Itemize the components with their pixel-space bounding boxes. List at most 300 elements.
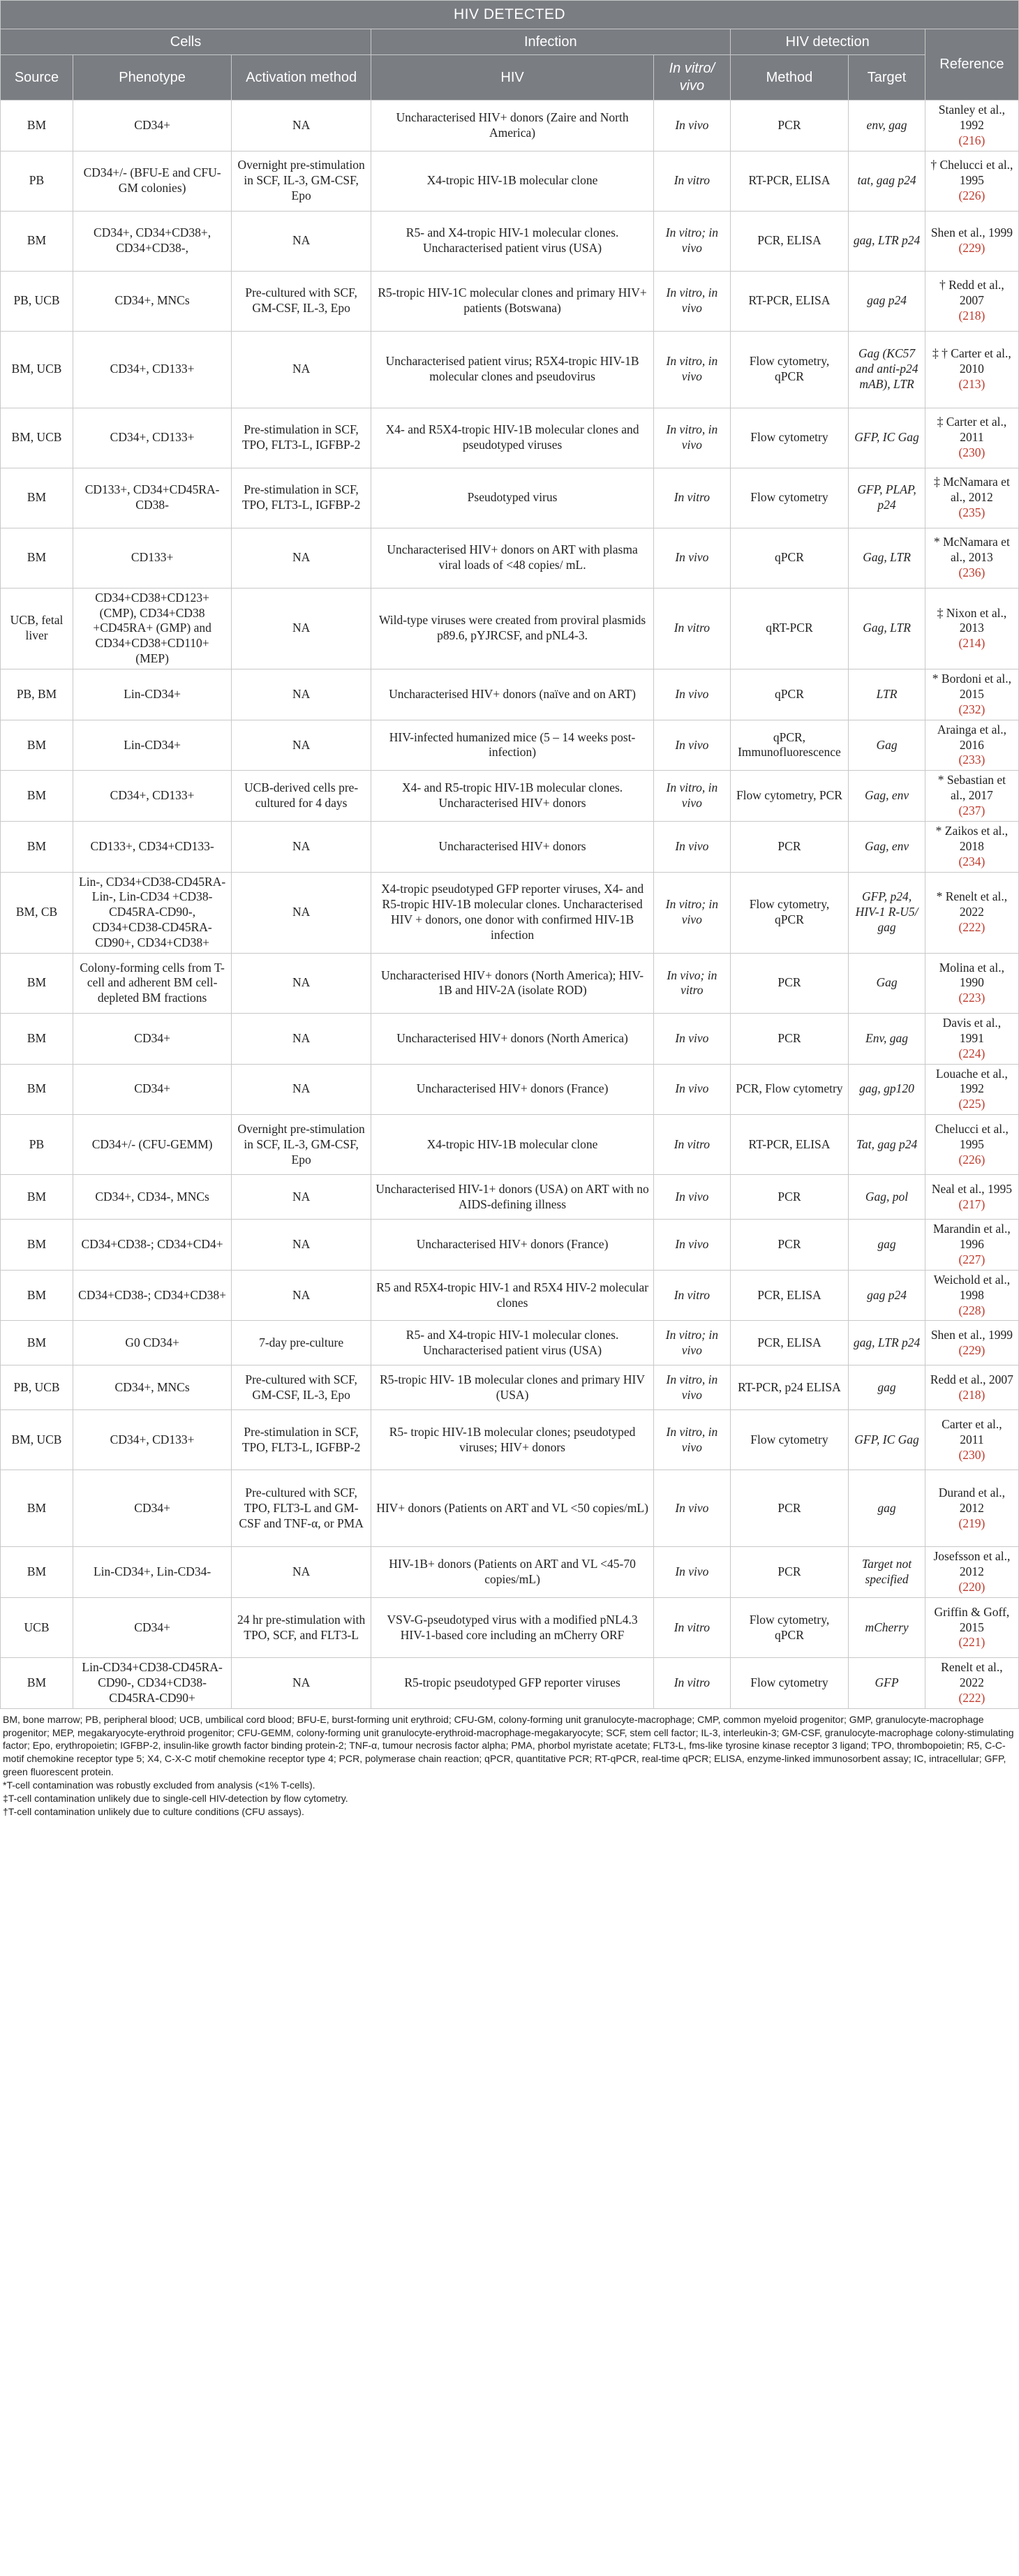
cell-target: Gag (849, 953, 925, 1013)
cell-hiv: Uncharacterised HIV+ donors (naïve and on ART) (371, 669, 654, 720)
reference-text: ‡ † Carter et al., 2010 (932, 346, 1011, 376)
col-header-target: Target (849, 55, 925, 101)
cell-in-vitro-vivo: In vitro (654, 1658, 730, 1709)
footnotes (0, 1709, 1019, 1819)
table-row (1, 1064, 1019, 1115)
reference-citation-link[interactable]: (218) (958, 309, 985, 323)
cell-reference (925, 1115, 1018, 1175)
col-header-method: Method (730, 55, 849, 101)
cell-hiv: Uncharacterised HIV+ donors (371, 821, 654, 872)
cell-method: Flow cytometry, qPCR (730, 872, 849, 953)
cell-phenotype: CD34+, MNCs (73, 271, 232, 331)
cell-target: Gag (KC57 and anti-p24 mAB), LTR (849, 331, 925, 408)
cell-in-vitro-vivo: In vitro, in vivo (654, 331, 730, 408)
cell-source: PB, BM (1, 669, 73, 720)
cell-hiv: X4- and R5-tropic HIV-1B molecular clones. Uncharacterised HIV+ donors (371, 771, 654, 822)
cell-in-vitro-vivo: In vitro; in vivo (654, 872, 730, 953)
cell-in-vitro-vivo: In vitro, in vivo (654, 1410, 730, 1470)
cell-reference (925, 821, 1018, 872)
cell-hiv: X4- and R5X4-tropic HIV-1B molecular clones and pseudotyped viruses (371, 408, 654, 468)
cell-phenotype: G0 CD34+ (73, 1321, 232, 1365)
cell-in-vitro-vivo: In vitro (654, 1115, 730, 1175)
cell-activation-method: NA (232, 1220, 371, 1271)
cell-activation-method: NA (232, 1064, 371, 1115)
cell-source: BM (1, 720, 73, 771)
cell-target: env, gag (849, 101, 925, 151)
cell-target: Tat, gag p24 (849, 1115, 925, 1175)
cell-reference (925, 528, 1018, 588)
cell-method: PCR (730, 1547, 849, 1598)
table-row (1, 1013, 1019, 1064)
cell-source: BM (1, 1270, 73, 1321)
cell-method: qPCR (730, 669, 849, 720)
reference-text: * Zaikos et al., 2018 (935, 823, 1009, 853)
cell-hiv: R5- and X4-tropic HIV-1 molecular clones. Uncharacterised patient virus (USA) (371, 211, 654, 271)
cell-phenotype: CD34+ (73, 1013, 232, 1064)
cell-activation-method: NA (232, 821, 371, 872)
cell-in-vitro-vivo: In vivo (654, 821, 730, 872)
cell-source: BM (1, 528, 73, 588)
cell-reference (925, 408, 1018, 468)
cell-target: GFP, p24, HIV-1 R-U5/ gag (849, 872, 925, 953)
reference-text: Neal et al., 1995 (931, 1181, 1012, 1196)
cell-phenotype: CD133+ (73, 528, 232, 588)
table-row (1, 1410, 1019, 1470)
reference-text: Molina et al., 1990 (939, 960, 1005, 990)
cell-source: BM (1, 211, 73, 271)
cell-phenotype: CD34+CD38-; CD34+CD38+ (73, 1270, 232, 1321)
reference-text: Chelucci et al., 1995 (935, 1121, 1009, 1151)
cell-activation-method: NA (232, 1013, 371, 1064)
cell-reference (925, 1658, 1018, 1709)
cell-hiv: Uncharacterised patient virus; R5X4-tropic HIV-1B molecular clones and pseudovirus (371, 331, 654, 408)
cell-hiv: HIV-infected humanized mice (5 – 14 weeks post-infection) (371, 720, 654, 771)
reference-text: Josefsson et al., 2012 (933, 1549, 1011, 1579)
reference-text: Shen et al., 1999 (930, 225, 1013, 240)
reference-citation-link[interactable]: (233) (958, 753, 985, 767)
cell-method: PCR (730, 1470, 849, 1547)
cell-source: PB (1, 151, 73, 211)
table-row (1, 953, 1019, 1013)
table-row (1, 588, 1019, 669)
reference-citation-link[interactable]: (219) (958, 1516, 985, 1530)
cell-phenotype: CD34+/- (BFU-E and CFU-GM colonies) (73, 151, 232, 211)
cell-in-vitro-vivo: In vitro, in vivo (654, 271, 730, 331)
cell-activation-method: Pre-cultured with SCF, TPO, FLT3-L and GM-CSF and TNF-α, or PMA (232, 1470, 371, 1547)
cell-hiv: R5-tropic HIV- 1B molecular clones and primary HIV (USA) (371, 1365, 654, 1410)
cell-hiv: Uncharacterised HIV+ donors (North America) (371, 1013, 654, 1064)
reference-text: Carter et al., 2011 (942, 1417, 1002, 1446)
cell-source: PB (1, 1115, 73, 1175)
cell-phenotype: Lin-, CD34+CD38-CD45RA-Lin-, Lin-CD34 +CD38-CD45RA-CD90-, CD34+CD38-CD45RA-CD90+, CD34+CD38+ (73, 872, 232, 953)
cell-method: PCR, ELISA (730, 1270, 849, 1321)
reference-citation-link[interactable]: (226) (958, 1152, 985, 1167)
cell-target: Env, gag (849, 1013, 925, 1064)
reference-citation-link[interactable]: (227) (958, 1252, 985, 1266)
cell-method: RT-PCR, ELISA (730, 271, 849, 331)
cell-reference (925, 1270, 1018, 1321)
cell-phenotype: Lin-CD34+, Lin-CD34- (73, 1547, 232, 1598)
cell-activation-method: NA (232, 1547, 371, 1598)
cell-method: PCR (730, 1175, 849, 1220)
cell-method: PCR (730, 1220, 849, 1271)
cell-in-vitro-vivo: In vivo; in vitro (654, 953, 730, 1013)
cell-hiv: X4-tropic HIV-1B molecular clone (371, 151, 654, 211)
footnote-asterisk: *T-cell contamination was robustly excluded from analysis (<1% T-cells). (3, 1779, 315, 1791)
reference-citation-link[interactable]: (217) (958, 1197, 985, 1211)
reference-citation-link[interactable]: (225) (958, 1097, 985, 1111)
cell-activation-method: Pre-cultured with SCF, GM-CSF, IL-3, Epo (232, 1365, 371, 1410)
cell-reference (925, 1547, 1018, 1598)
cell-hiv: Uncharacterised HIV-1+ donors (USA) on ART with no AIDS-defining illness (371, 1175, 654, 1220)
reference-citation-link[interactable]: (230) (958, 1447, 985, 1462)
table-title: HIV DETECTED (1, 1, 1019, 29)
cell-target: Gag, LTR (849, 528, 925, 588)
reference-citation-link[interactable]: (220) (958, 1580, 985, 1594)
reference-citation-link[interactable]: (235) (958, 505, 985, 520)
col-header-source: Source (1, 55, 73, 101)
col-header-in-vitro-vivo: In vitro/ vivo (654, 55, 730, 101)
cell-in-vitro-vivo: In vitro (654, 1598, 730, 1658)
table-row (1, 151, 1019, 211)
footnote-double-dagger: ‡T-cell contamination unlikely due to single-cell HIV-detection by flow cytometry. (3, 1792, 348, 1804)
cell-activation-method: 7-day pre-culture (232, 1321, 371, 1365)
cell-source: BM, UCB (1, 331, 73, 408)
cell-method: qPCR (730, 528, 849, 588)
cell-in-vitro-vivo: In vitro (654, 588, 730, 669)
cell-method: RT-PCR, ELISA (730, 151, 849, 211)
cell-in-vitro-vivo: In vivo (654, 669, 730, 720)
cell-activation-method: NA (232, 1175, 371, 1220)
footnote-dagger: †T-cell contamination unlikely due to culture conditions (CFU assays). (3, 1805, 304, 1817)
reference-text: * Renelt et al., 2022 (936, 889, 1008, 919)
cell-target: gag (849, 1365, 925, 1410)
cell-method: PCR (730, 101, 849, 151)
cell-hiv: R5- tropic HIV-1B molecular clones; pseudotyped viruses; HIV+ donors (371, 1410, 654, 1470)
cell-target: gag, gp120 (849, 1064, 925, 1115)
cell-target: GFP, IC Gag (849, 408, 925, 468)
cell-in-vitro-vivo: In vivo (654, 720, 730, 771)
cell-phenotype: Lin-CD34+ (73, 720, 232, 771)
cell-reference (925, 211, 1018, 271)
reference-text: ‡ Carter et al., 2011 (937, 415, 1007, 445)
cell-hiv: HIV+ donors (Patients on ART and VL <50 copies/mL) (371, 1470, 654, 1547)
cell-phenotype: CD34+CD38+CD123+ (CMP), CD34+CD38 +CD45RA+ (GMP) and CD34+CD38+CD110+ (MEP) (73, 588, 232, 669)
table-row (1, 1220, 1019, 1271)
reference-text: Griffin & Goff, 2015 (934, 1604, 1010, 1634)
table-row (1, 528, 1019, 588)
cell-activation-method: Pre-stimulation in SCF, TPO, FLT3-L, IGFBP-2 (232, 468, 371, 528)
col-header-activation-method: Activation method (232, 55, 371, 101)
cell-activation-method: NA (232, 588, 371, 669)
cell-reference (925, 720, 1018, 771)
cell-target: tat, gag p24 (849, 151, 925, 211)
cell-method: PCR (730, 1013, 849, 1064)
cell-reference (925, 872, 1018, 953)
cell-phenotype: CD34+, CD133+ (73, 771, 232, 822)
reference-citation-link[interactable]: (221) (958, 1635, 985, 1650)
cell-activation-method: Pre-stimulation in SCF, TPO, FLT3-L, IGFBP-2 (232, 1410, 371, 1470)
cell-method: PCR, ELISA (730, 1321, 849, 1365)
table-row (1, 1470, 1019, 1547)
cell-phenotype: CD34+, MNCs (73, 1365, 232, 1410)
group-header-cells: Cells (1, 29, 371, 55)
reference-citation-link[interactable]: (223) (958, 991, 985, 1005)
cell-phenotype: CD34+, CD133+ (73, 408, 232, 468)
group-header-infection: Infection (371, 29, 731, 55)
cell-phenotype: Lin-CD34+ (73, 669, 232, 720)
cell-target: gag (849, 1470, 925, 1547)
cell-reference (925, 151, 1018, 211)
cell-source: BM (1, 1547, 73, 1598)
cell-reference (925, 771, 1018, 822)
cell-phenotype: CD34+ (73, 101, 232, 151)
reference-text: Renelt et al., 2022 (941, 1660, 1003, 1689)
cell-target: gag (849, 1220, 925, 1271)
cell-method: qRT-PCR (730, 588, 849, 669)
cell-target: gag, LTR p24 (849, 211, 925, 271)
cell-method: Flow cytometry (730, 408, 849, 468)
cell-hiv: HIV-1B+ donors (Patients on ART and VL <45-70 copies/mL) (371, 1547, 654, 1598)
cell-hiv: R5 and R5X4-tropic HIV-1 and R5X4 HIV-2 molecular clones (371, 1270, 654, 1321)
cell-method: PCR, ELISA (730, 211, 849, 271)
table-row (1, 1115, 1019, 1175)
table-row (1, 1547, 1019, 1598)
cell-target: Gag, pol (849, 1175, 925, 1220)
cell-method: Flow cytometry (730, 1410, 849, 1470)
cell-activation-method: Pre-cultured with SCF, GM-CSF, IL-3, Epo (232, 271, 371, 331)
col-header-hiv: HIV (371, 55, 654, 101)
cell-in-vitro-vivo: In vivo (654, 1013, 730, 1064)
cell-in-vitro-vivo: In vivo (654, 1064, 730, 1115)
cell-source: BM, UCB (1, 408, 73, 468)
cell-method: Flow cytometry (730, 468, 849, 528)
table-row (1, 101, 1019, 151)
cell-target: Gag (849, 720, 925, 771)
cell-hiv: Uncharacterised HIV+ donors (Zaire and North America) (371, 101, 654, 151)
cell-reference (925, 101, 1018, 151)
cell-method: Flow cytometry (730, 1658, 849, 1709)
cell-hiv: Uncharacterised HIV+ donors on ART with plasma viral loads of <48 copies/ mL. (371, 528, 654, 588)
cell-source: BM, UCB (1, 1410, 73, 1470)
table-row (1, 331, 1019, 408)
cell-in-vitro-vivo: In vivo (654, 1470, 730, 1547)
reference-text: Davis et al., 1991 (942, 1015, 1002, 1045)
reference-citation-link[interactable]: (224) (958, 1046, 985, 1060)
cell-hiv: R5-tropic HIV-1C molecular clones and primary HIV+ patients (Botswana) (371, 271, 654, 331)
cell-activation-method: UCB-derived cells pre-cultured for 4 days (232, 771, 371, 822)
cell-target: Target not specified (849, 1547, 925, 1598)
cell-in-vitro-vivo: In vitro, in vivo (654, 408, 730, 468)
cell-activation-method: NA (232, 211, 371, 271)
cell-phenotype: CD34+/- (CFU-GEMM) (73, 1115, 232, 1175)
reference-citation-link[interactable]: (213) (958, 377, 985, 392)
cell-source: UCB (1, 1598, 73, 1658)
cell-activation-method: NA (232, 953, 371, 1013)
reference-citation-link[interactable]: (228) (958, 1303, 985, 1317)
cell-source: BM (1, 1064, 73, 1115)
cell-method: PCR (730, 953, 849, 1013)
reference-text: Louache et al., 1992 (935, 1066, 1008, 1096)
table-body (1, 101, 1019, 1709)
cell-target: gag p24 (849, 271, 925, 331)
table-row (1, 1270, 1019, 1321)
cell-target: GFP, IC Gag (849, 1410, 925, 1470)
cell-in-vitro-vivo: In vitro (654, 468, 730, 528)
cell-reference (925, 331, 1018, 408)
reference-text: ‡ McNamara et al., 2012 (933, 475, 1010, 505)
col-header-phenotype: Phenotype (73, 55, 232, 101)
group-header-hiv-detection: HIV detection (730, 29, 925, 55)
cell-activation-method: NA (232, 331, 371, 408)
cell-target: Gag, LTR (849, 588, 925, 669)
cell-reference (925, 1598, 1018, 1658)
cell-in-vitro-vivo: In vitro; in vivo (654, 1321, 730, 1365)
reference-citation-link[interactable]: (229) (958, 1342, 985, 1357)
reference-citation-link[interactable]: (237) (958, 804, 985, 817)
cell-reference (925, 1470, 1018, 1547)
cell-phenotype: CD34+, CD34+CD38+, CD34+CD38-, (73, 211, 232, 271)
reference-citation-link[interactable]: (230) (958, 445, 985, 460)
cell-reference (925, 588, 1018, 669)
cell-hiv: Uncharacterised HIV+ donors (France) (371, 1220, 654, 1271)
cell-activation-method: Overnight pre-stimulation in SCF, IL-3, GM-CSF, Epo (232, 1115, 371, 1175)
cell-phenotype: CD133+, CD34+CD45RA-CD38- (73, 468, 232, 528)
reference-citation-link[interactable]: (218) (958, 1387, 985, 1402)
cell-method: PCR (730, 821, 849, 872)
cell-source: BM (1, 821, 73, 872)
cell-target: gag, LTR p24 (849, 1321, 925, 1365)
cell-phenotype: CD34+ (73, 1064, 232, 1115)
reference-citation-link[interactable]: (232) (958, 702, 985, 716)
cell-source: UCB, fetal liver (1, 588, 73, 669)
cell-phenotype: CD34+CD38-; CD34+CD4+ (73, 1220, 232, 1271)
cell-phenotype: CD34+, CD133+ (73, 1410, 232, 1470)
cell-source: BM (1, 1220, 73, 1271)
reference-citation-link[interactable]: (236) (958, 565, 985, 580)
table-row (1, 271, 1019, 331)
cell-source: BM (1, 771, 73, 822)
reference-text: ‡ Nixon et al., 2013 (937, 605, 1007, 635)
cell-source: BM, CB (1, 872, 73, 953)
reference-citation-link[interactable]: (222) (958, 920, 985, 935)
cell-phenotype: CD133+, CD34+CD133- (73, 821, 232, 872)
cell-reference (925, 953, 1018, 1013)
reference-citation-link[interactable]: (229) (958, 241, 985, 256)
cell-reference (925, 1365, 1018, 1410)
table-row (1, 408, 1019, 468)
cell-in-vitro-vivo: In vitro (654, 151, 730, 211)
cell-reference (925, 1013, 1018, 1064)
table-row (1, 821, 1019, 872)
table-row (1, 872, 1019, 953)
cell-in-vitro-vivo: In vivo (654, 1547, 730, 1598)
cell-hiv: X4-tropic HIV-1B molecular clone (371, 1115, 654, 1175)
reference-text: Redd et al., 2007 (930, 1372, 1013, 1386)
cell-target: Gag, env (849, 821, 925, 872)
cell-activation-method: NA (232, 872, 371, 953)
cell-in-vitro-vivo: In vitro, in vivo (654, 1365, 730, 1410)
reference-text: * Sebastian et al., 2017 (937, 773, 1006, 803)
reference-citation-link[interactable]: (226) (958, 188, 985, 203)
group-header-reference: Reference (925, 29, 1018, 101)
cell-target: mCherry (849, 1598, 925, 1658)
cell-hiv: Uncharacterised HIV+ donors (North America); HIV-1B and HIV-2A (isolate ROD) (371, 953, 654, 1013)
cell-activation-method: NA (232, 101, 371, 151)
cell-phenotype: Colony-forming cells from T-cell and adherent BM cell-depleted BM fractions (73, 953, 232, 1013)
cell-method: RT-PCR, p24 ELISA (730, 1365, 849, 1410)
reference-citation-link[interactable]: (222) (958, 1690, 985, 1705)
cell-hiv: Wild-type viruses were created from proviral plasmids p89.6, pYJRCSF, and pNL4-3. (371, 588, 654, 669)
reference-text: Arainga et al., 2016 (937, 722, 1006, 752)
cell-in-vitro-vivo: In vitro (654, 1270, 730, 1321)
cell-reference (925, 1175, 1018, 1220)
cell-source: BM (1, 1470, 73, 1547)
cell-phenotype: CD34+ (73, 1598, 232, 1658)
cell-source: BM (1, 953, 73, 1013)
cell-source: BM (1, 101, 73, 151)
cell-source: BM (1, 1013, 73, 1064)
cell-activation-method: Overnight pre-stimulation in SCF, IL-3, GM-CSF, Epo (232, 151, 371, 211)
cell-activation-method: NA (232, 528, 371, 588)
table-row (1, 1321, 1019, 1365)
cell-source: BM (1, 1321, 73, 1365)
cell-method: RT-PCR, ELISA (730, 1115, 849, 1175)
cell-method: Flow cytometry, qPCR (730, 1598, 849, 1658)
cell-target: gag p24 (849, 1270, 925, 1321)
table-row (1, 1175, 1019, 1220)
cell-activation-method: 24 hr pre-stimulation with TPO, SCF, and FLT3-L (232, 1598, 371, 1658)
cell-source: BM (1, 1175, 73, 1220)
cell-method: Flow cytometry, qPCR (730, 331, 849, 408)
cell-reference (925, 1410, 1018, 1470)
cell-reference (925, 1321, 1018, 1365)
reference-text: † Redd et al., 2007 (939, 278, 1004, 308)
cell-target: GFP, PLAP, p24 (849, 468, 925, 528)
cell-hiv: VSV-G-pseudotyped virus with a modified pNL4.3 HIV-1-based core including an mCherry ORF (371, 1598, 654, 1658)
cell-activation-method: NA (232, 669, 371, 720)
cell-method: PCR, Flow cytometry (730, 1064, 849, 1115)
reference-citation-link[interactable]: (216) (958, 133, 985, 147)
cell-target: Gag, env (849, 771, 925, 822)
cell-hiv: Pseudotyped virus (371, 468, 654, 528)
reference-citation-link[interactable]: (234) (958, 854, 985, 868)
reference-text: Stanley et al., 1992 (938, 103, 1006, 132)
cell-source: BM (1, 1658, 73, 1709)
table-row (1, 1365, 1019, 1410)
reference-text: Weichold et al., 1998 (933, 1272, 1011, 1302)
cell-phenotype: CD34+ (73, 1470, 232, 1547)
cell-hiv: R5- and X4-tropic HIV-1 molecular clones. Uncharacterised patient virus (USA) (371, 1321, 654, 1365)
cell-in-vitro-vivo: In vitro; in vivo (654, 211, 730, 271)
table-row (1, 669, 1019, 720)
reference-text: * Bordoni et al., 2015 (932, 672, 1012, 701)
cell-in-vitro-vivo: In vivo (654, 101, 730, 151)
cell-hiv: Uncharacterised HIV+ donors (France) (371, 1064, 654, 1115)
cell-in-vitro-vivo: In vitro, in vivo (654, 771, 730, 822)
table-row (1, 1658, 1019, 1709)
table-row (1, 720, 1019, 771)
cell-in-vitro-vivo: In vivo (654, 528, 730, 588)
table-row (1, 468, 1019, 528)
cell-method: Flow cytometry, PCR (730, 771, 849, 822)
reference-text: * McNamara et al., 2013 (933, 535, 1010, 565)
footnote-abbreviations: BM, bone marrow; PB, peripheral blood; UCB, umbilical cord blood; BFU-E, burst-forming unit erythroid; CFU-GM, colony-forming unit granulocyte-macrophage; CMP, common myeloid progenitor; GMP, granulocyte-macrophage progenitor; MEP, megakaryocyte-erythroid progenitor; CFU-GEMM, colony-forming unit granulocyte-erythroid-macrophage-megakaryocyte; SCF, stem cell factor; IL-3, interleukin-3; GM-CSF, granulocyte-macrophage colony-stimulating factor; Epo, erythropoietin; IGFBP-2, insulin-like growth factor binding protein-2; TNF-α, tumour necrosis factor alpha; PMA, phorbol myristate acetate; FLT3-L, fms-like tyrosine kinase receptor 3 ligand; TPO, thrombopoietin; R5, C-C-motif chemokine receptor type 5; X4, C-X-C motif chemokine receptor type 4; PCR, polymerase chain reaction; qPCR, quantitative PCR; RT-qPCR, real-time qPCR; ELISA, enzyme-linked immunosorbent assay; IC, intracellular; GFP, green fluorescent protein. (3, 1713, 1014, 1778)
cell-source: BM (1, 468, 73, 528)
reference-citation-link[interactable]: (214) (958, 636, 985, 651)
cell-target: LTR (849, 669, 925, 720)
table-row (1, 211, 1019, 271)
